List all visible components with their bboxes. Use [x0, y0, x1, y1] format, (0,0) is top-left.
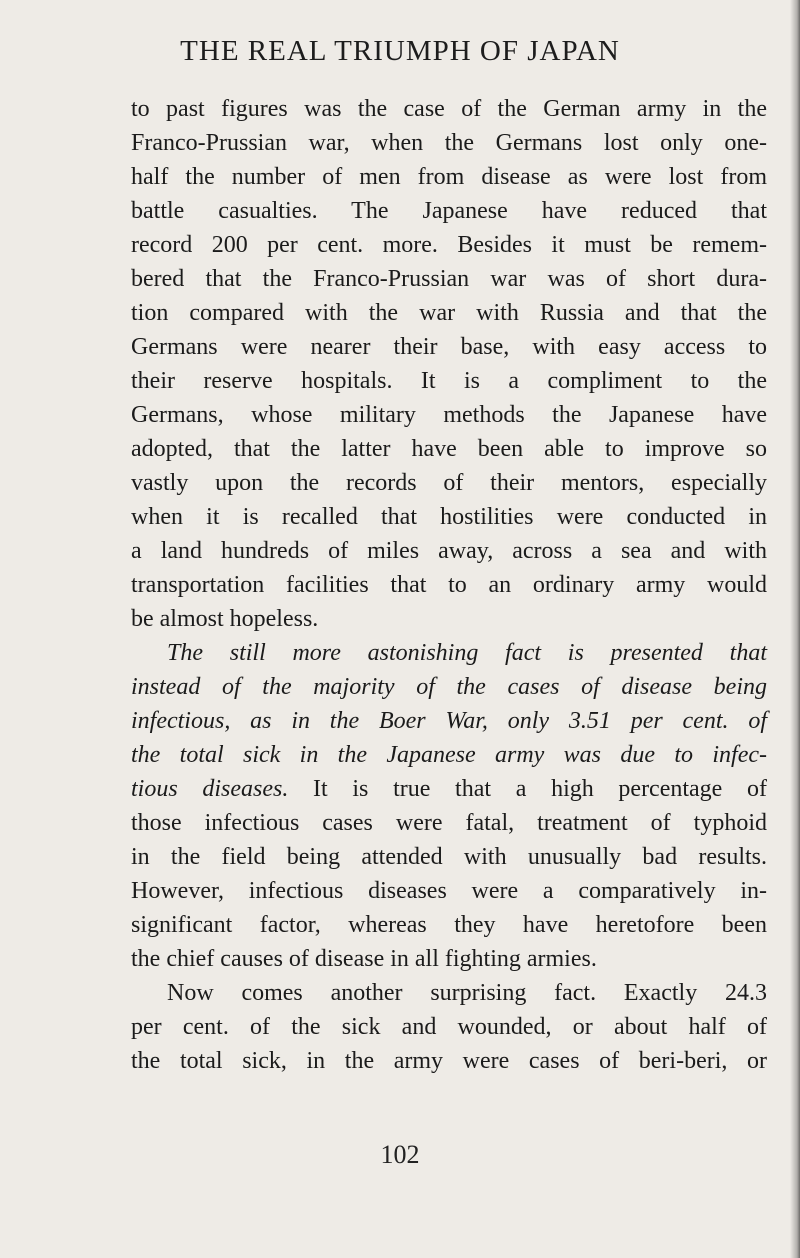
text-line: when it is recalled that hostilities were conducted in — [131, 504, 767, 530]
mixed-text-line — [131, 772, 767, 806]
text-line: tion compared with the war with Russia and that the — [131, 300, 767, 326]
text-line: the chief causes of disease in all fighting armies. — [131, 946, 597, 972]
italic-segment: tious diseases. — [131, 776, 289, 802]
text-line: their reserve hospitals. It is a compliment to the — [131, 368, 767, 394]
text-line: half the number of men from disease as were lost from — [131, 164, 767, 190]
running-head: THE REAL TRIUMPH OF JAPAN — [180, 35, 620, 67]
text-line: a land hundreds of miles away, across a sea and with — [131, 538, 767, 564]
text-line: record 200 per cent. more. Besides it must be remem- — [131, 232, 767, 258]
text-line: in the field being attended with unusually bad results. — [131, 844, 767, 870]
text-line: bered that the Franco-Prussian war was of short dura- — [131, 266, 767, 292]
italic-text-line: The still more astonishing fact is presented that — [167, 640, 767, 666]
text-line: per cent. of the sick and wounded, or about half of — [131, 1014, 767, 1040]
text-line: Germans, whose military methods the Japanese have — [131, 402, 767, 428]
text-line: be almost hopeless. — [131, 606, 319, 632]
text-line: battle casualties. The Japanese have reduced that — [131, 198, 767, 224]
text-line: significant factor, whereas they have heretofore been — [131, 912, 767, 938]
text-line: Franco-Prussian war, when the Germans lost only one- — [131, 130, 767, 156]
italic-text-line: the total sick in the Japanese army was due to infec- — [131, 742, 767, 768]
italic-text-line: infectious, as in the Boer War, only 3.51 per cent. of — [131, 708, 767, 734]
text-line: adopted, that the latter have been able to improve so — [131, 436, 767, 462]
text-line: to past figures was the case of the German army in the — [131, 96, 767, 122]
text-line: However, infectious diseases were a comparatively in- — [131, 878, 767, 904]
text-line: transportation facilities that to an ordinary army would — [131, 572, 767, 598]
italic-text-line: instead of the majority of the cases of disease being — [131, 674, 767, 700]
text-line: those infectious cases were fatal, treatment of typhoid — [131, 810, 767, 836]
text-line: the total sick, in the army were cases of beri-beri, or — [131, 1048, 767, 1074]
body-text — [131, 92, 767, 1078]
text-line: vastly upon the records of their mentors, especially — [131, 470, 767, 496]
text-line: Now comes another surprising fact. Exactly 24.3 — [167, 980, 767, 1006]
text-line: Germans were nearer their base, with easy access to — [131, 334, 767, 360]
page-number: 102 — [380, 1140, 420, 1169]
roman-segment: It is true that a high percentage of — [288, 776, 768, 802]
page-edge-shadow — [790, 0, 800, 1258]
